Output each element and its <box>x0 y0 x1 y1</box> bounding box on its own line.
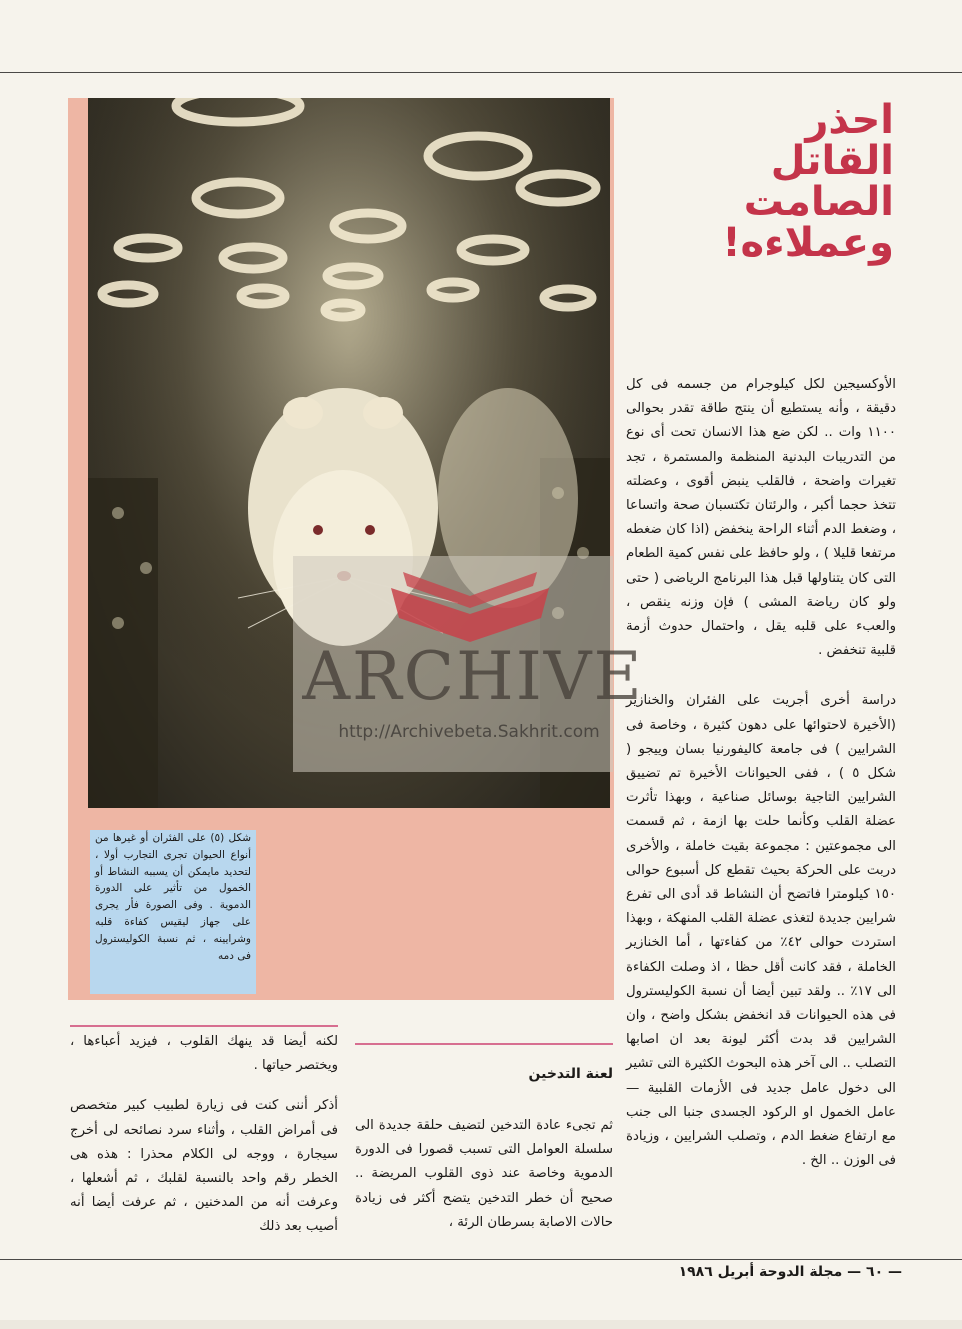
section-title: لعنة التدخين <box>528 1066 613 1082</box>
right-column-paragraph-2: دراسة أخرى أجريت على الفئران والخنازير (الأخيرة لاحتوائها على دهون كثيرة ، وخاصة فى الشرايين ) فى جامعة كاليفورنيا بسان وييجو ( شكل ٥ ) ، ففى الحيوانات الأخيرة تم تضييق الشرايين التاجية بوسائل صناعية ، وبهذا تأثرت عضلة القلب وكأنما حلت بها ازمة ، ثم قسمت الى مجموعتين : مجموعة بقيت خاملة ، والأخرى دربت على الحركة بحيث تقطع كل أسبوع حوالى ١٥٠ كيلومترا فاتضح أن النشاط قد أدى الى تفرع شرايين جديدة لتغذى عضلة القلب المنهكة ، وبهذا استردت حوالى ٤٢٪ من كفاءتها ، أما الخنازير الخاملة ، فقد كانت أقل حظا ، اذ وصلت الكفاءة الى ١٧٪ .. ولقد تبين أيضا أن نسبة الكوليسترول فى هذه الحيوانات قد انخفض بشكل واضح ، وان الشرايين قد بدت أكثر ليونة بعد ان اصابها التصلب .. الى آخر هذه البحوث الكثيرة التى تشير الى دخول عامل جديد فى الأزمات القلبية — عامل الخمول او الركود الجسدى جنبا الى جنب مع ارتفاع ضغط الدم ، وتصلب الشرايين ، وزيادة فى الوزن .. الخ . <box>626 693 896 1169</box>
left-divider <box>70 1025 338 1027</box>
headline-line-1: احذر <box>805 97 894 143</box>
left-column-paragraph-1: لكنه أيضا قد ينهك القلوب ، فيزيد أعباءها ، ويختصر حياتها . <box>70 1034 338 1074</box>
bottom-margin <box>0 1320 962 1329</box>
watermark-url: http://Archivebeta.Sakhrit.com <box>338 722 600 742</box>
headline-line-4: وعملاءه! <box>722 220 894 266</box>
bottom-rule <box>0 1259 962 1260</box>
left-column <box>70 1030 338 1240</box>
right-column-paragraph-1: الأوكسيجين لكل كيلوجرام من جسمه فى كل دقيقة ، وأنه يستطيع أن ينتج طاقة تقدر بحوالى ١١٠٠ وات .. لكن ضع هذا الانسان تحت أى نوع من التدريبات البدنية المنظمة والمستمرة ، تجد تغيرات واضحة ، فالقلب ينبض أقوى ، وعضلته تتخذ حجما أكبر ، والرئتان تكتسبان صحة واتساعا ، وضغط الدم أثناء الراحة ينخفض (اذا كان ضغطه مرتفعا قليلا ) ، ولو حافظ على نفس كمية الطعام التى كان يتناولها قبل هذا البرنامج الرياضى ( حتى ولو كان رياضة المشى ) فإن وزنه ينقص ، والعبء على قلبه يقل ، واحتمال حدوث أزمة قلبية تنخفض . <box>626 377 896 659</box>
archive-book-logo-icon <box>385 568 555 646</box>
figure-caption: شكل (٥) على الفئران أو غيرها من أنواع الحيوان تجرى التجارب أولا ، لتحديد مايمكن أن يسببه النشاط أو الخمول من تأثير على الدورة الدموية . وفى الصورة فأر يجرى على جهاز ليقيس كفاءة قلبه وشرايينه ، ثم نسبة الكوليسترول فى دمه <box>90 830 256 994</box>
middle-column-paragraph: ثم تجىء عادة التدخين لتضيف حلقة جديدة الى سلسلة العوامل التى تسبب قصورا فى الدورة الدموية وخاصة عند ذوى القلوب المريضة .. صحيح أن خطر التدخين يتضح أكثر فى زيادة حالات الاصابة بسرطان الرئة ، <box>355 1118 613 1230</box>
headline-line-3: الصامت <box>743 179 894 225</box>
article-headline <box>722 97 894 266</box>
page-footer <box>620 1264 902 1280</box>
page-number: — ٦٠ — <box>847 1264 902 1280</box>
top-rule <box>0 72 962 73</box>
section-divider <box>355 1043 613 1045</box>
right-column <box>626 373 896 1174</box>
middle-column <box>355 1114 613 1235</box>
watermark-text: ARCHIVE <box>302 638 644 715</box>
headline-line-2: القاتل <box>770 138 894 184</box>
left-column-paragraph-2: أذكر أننى كنت فى زيارة لطبيب كبير متخصص فى أمراض القلب ، وأثناء سرد نصائحه لى أخرج سيجارة ، ووجه لى الكلام محذرا : هذه هى الخطر رقم واحد بالنسبة لقلبك ، ثم أشعلها ، وعرفت أنه من المدخنين ، ثم عرفت أيضا أنه أصيب بعد ذلك <box>70 1098 338 1235</box>
magazine-issue: مجلة الدوحة أبريل ١٩٨٦ <box>678 1264 843 1280</box>
